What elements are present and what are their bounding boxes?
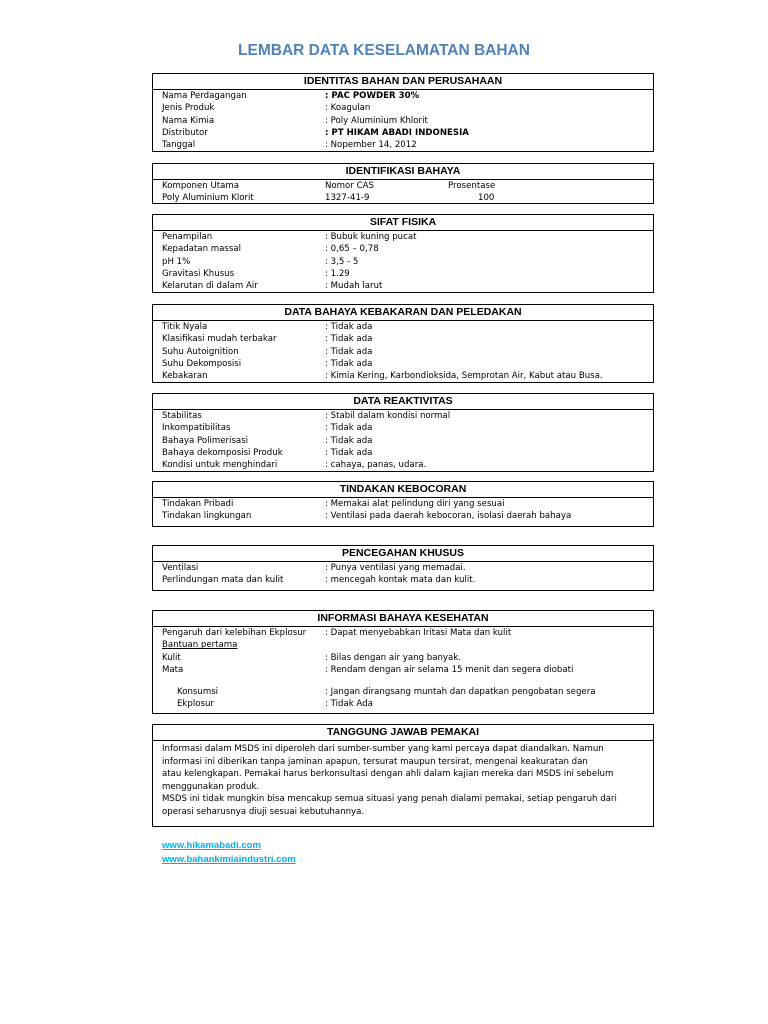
row-value: : Nopember 14, 2012 (325, 140, 417, 151)
row-value: : Tidak ada (325, 435, 373, 446)
row-key: Distributor (162, 127, 208, 138)
row-key: Kondisi untuk menghindari (162, 460, 278, 471)
section-pencegahan-khusus (152, 545, 654, 591)
row-spacer (153, 676, 653, 686)
table-cell: 1327-41-9 (325, 193, 370, 204)
row-key: pH 1% (162, 256, 191, 267)
section-sifat-fisika (152, 214, 654, 293)
paragraph-line: informasi ini diberikan tanpa jaminan apapun, tersurat maupun tersirat, mengenai keakuratan dan (162, 756, 588, 767)
data-row (153, 510, 653, 522)
section-heading: SIFAT FISIKA (153, 215, 653, 231)
row-key: Titik Nyala (162, 322, 208, 332)
table-header-row (153, 180, 653, 192)
data-row (153, 422, 653, 434)
row-key: Jenis Produk (162, 103, 215, 114)
document-title: LEMBAR DATA KESELAMATAN BAHAN (238, 42, 530, 59)
row-value: : cahaya, panas, udara. (325, 460, 427, 471)
paragraph-line: Informasi dalam MSDS ini diperoleh dari sumber-sumber yang kami percaya dapat diandalkan. Namun (162, 744, 604, 754)
row-value: : Koagulan (325, 103, 371, 114)
data-row (153, 698, 653, 710)
data-row (153, 686, 653, 698)
row-key: Tindakan lingkungan (162, 511, 252, 522)
data-row (153, 268, 653, 280)
row-value: : Tidak ada (325, 346, 373, 357)
table-cell: 100 (478, 193, 495, 204)
row-key: Suhu Autoignition (162, 346, 239, 357)
row-value: : PAC POWDER 30% (325, 91, 420, 101)
section-heading: IDENTIFIKASI BAHAYA (153, 164, 653, 180)
paragraph-line: menggunakan produk. (162, 781, 260, 792)
row-value: : Tidak ada (325, 334, 373, 345)
section-identitas (152, 73, 654, 152)
data-row (153, 370, 653, 382)
section-heading: DATA BAHAYA KEBAKARAN DAN PELEDAKAN (153, 305, 653, 321)
section-heading: TINDAKAN KEBOCORAN (153, 482, 653, 498)
row-key: Nama Kimia (162, 115, 215, 126)
row-subheading: Bantuan pertama (162, 640, 238, 651)
row-key: Kulit (162, 652, 181, 663)
row-key: Tindakan Pribadi (162, 499, 234, 509)
row-key: Suhu Dekomposisi (162, 358, 242, 369)
row-value: : Kimia Kering, Karbondioksida, Semprotan Air, Kabut atau Busa. (325, 371, 603, 382)
row-value: : mencegah kontak mata dan kulit. (325, 575, 476, 586)
row-value: : Bilas dengan air yang banyak. (325, 652, 461, 663)
row-value: : 1.29 (325, 268, 350, 279)
footer-links (162, 839, 296, 867)
paragraph-line: operasi seharusnya diuji sesuai kebutuhannya. (162, 806, 365, 817)
data-row (153, 256, 653, 268)
row-key: Mata (162, 664, 184, 675)
section-heading: DATA REAKTIVITAS (153, 394, 653, 410)
data-row (153, 664, 653, 676)
data-row (153, 333, 653, 345)
data-row (153, 639, 653, 651)
table-row (153, 192, 653, 204)
row-key: Inkompatibilitas (162, 423, 231, 434)
section-tanggung-jawab (152, 724, 654, 827)
data-row (153, 652, 653, 664)
data-row (153, 139, 653, 151)
row-value: : Mudah larut (325, 281, 383, 292)
disclaimer-paragraph (153, 741, 653, 818)
section-informasi-kesehatan (152, 610, 654, 714)
row-value: : Tidak ada (325, 358, 373, 369)
data-row (153, 102, 653, 114)
row-key: Kebakaran (162, 371, 208, 382)
row-key: Penampilan (162, 232, 213, 242)
row-value: : Punya ventilasi yang memadai. (325, 563, 466, 573)
data-row (153, 574, 653, 586)
row-value: : Dapat menyebabkan Iritasi Mata dan kulit (325, 628, 512, 638)
row-value: : Jangan dirangsang muntah dan dapatkan pengobatan segera (325, 687, 596, 698)
link-hikamabadi[interactable]: www.hikamabadi.com (162, 840, 261, 851)
paragraph-line: MSDS ini tidak mungkin bisa mencakup semua situasi yang penah dialami pemakai, setiap pengaruh dari (162, 794, 617, 804)
data-row (153, 358, 653, 370)
section-identifikasi (152, 163, 654, 204)
table-cell: Poly Aluminium Klorit (162, 193, 254, 204)
column-header: Prosentase (448, 181, 496, 191)
row-value: : PT HIKAM ABADI INDONESIA (325, 127, 469, 138)
data-row (153, 321, 653, 333)
data-row (153, 498, 653, 510)
data-row (153, 90, 653, 102)
row-key: Perlindungan mata dan kulit (162, 575, 284, 586)
row-value: : Stabil dalam kondisi normal (325, 411, 451, 421)
data-row (153, 562, 653, 574)
link-bahankimiaindustri[interactable]: www.bahankimiaindustri.com (162, 854, 296, 865)
row-value: : Poly Aluminium Khlorit (325, 115, 428, 126)
row-value: : 3,5 - 5 (325, 256, 359, 267)
row-value: : Memakai alat pelindung diri yang sesuai (325, 499, 505, 509)
row-value: : 0,65 – 0,78 (325, 244, 379, 255)
section-heading: TANGGUNG JAWAB PEMAKAI (153, 725, 653, 741)
row-key: Ventilasi (162, 563, 199, 573)
data-row (153, 435, 653, 447)
row-value: : Ventilasi pada daerah kebocoran, isolasi daerah bahaya (325, 511, 572, 522)
section-reaktivitas (152, 393, 654, 472)
data-row (153, 280, 653, 292)
row-key: Stabilitas (162, 411, 202, 421)
row-key: Bahaya dekomposisi Produk (162, 447, 283, 458)
row-value: : Tidak Ada (325, 699, 373, 710)
data-row (153, 243, 653, 255)
row-key: Kelarutan di dalam Air (162, 281, 258, 292)
data-row (153, 346, 653, 358)
section-heading: INFORMASI BAHAYA KESEHATAN (153, 611, 653, 627)
data-row (153, 115, 653, 127)
data-row (153, 459, 653, 471)
row-key: Nama Perdagangan (162, 91, 247, 101)
row-value: : Rendam dengan air selama 15 menit dan segera diobati (325, 664, 574, 675)
data-row (153, 627, 653, 639)
data-row (153, 127, 653, 139)
row-key: Gravitasi Khusus (162, 268, 235, 279)
row-key: Klasifikasi mudah terbakar (162, 334, 277, 345)
section-tindakan-kebocoran (152, 481, 654, 527)
row-value: : Tidak ada (325, 322, 373, 332)
data-row (153, 231, 653, 243)
section-heading: IDENTITAS BAHAN DAN PERUSAHAAN (153, 74, 653, 90)
row-key: Ekplosur (177, 699, 214, 710)
section-bahaya-kebakaran (152, 304, 654, 383)
paragraph-line: atau kelengkapan. Pemakai harus berkonsultasi dengan ahli dalam kajian mereka dari MSDS ini sebelum (162, 769, 614, 779)
row-value: : Tidak ada (325, 423, 373, 434)
data-row (153, 447, 653, 459)
column-header: Komponen Utama (162, 181, 240, 191)
row-key: Pengaruh dari kelebihan Ekplosur (162, 628, 307, 638)
row-key: Bahaya Polimerisasi (162, 435, 249, 446)
row-value: : Bubuk kuning pucat (325, 232, 417, 242)
row-key: Tanggal (162, 140, 196, 151)
section-heading: PENCEGAHAN KHUSUS (153, 546, 653, 562)
row-value: : Tidak ada (325, 447, 373, 458)
row-key: Kepadatan massal (162, 244, 241, 255)
row-key: Konsumsi (177, 687, 219, 698)
data-row (153, 410, 653, 422)
column-header: Nomor CAS (325, 181, 374, 191)
